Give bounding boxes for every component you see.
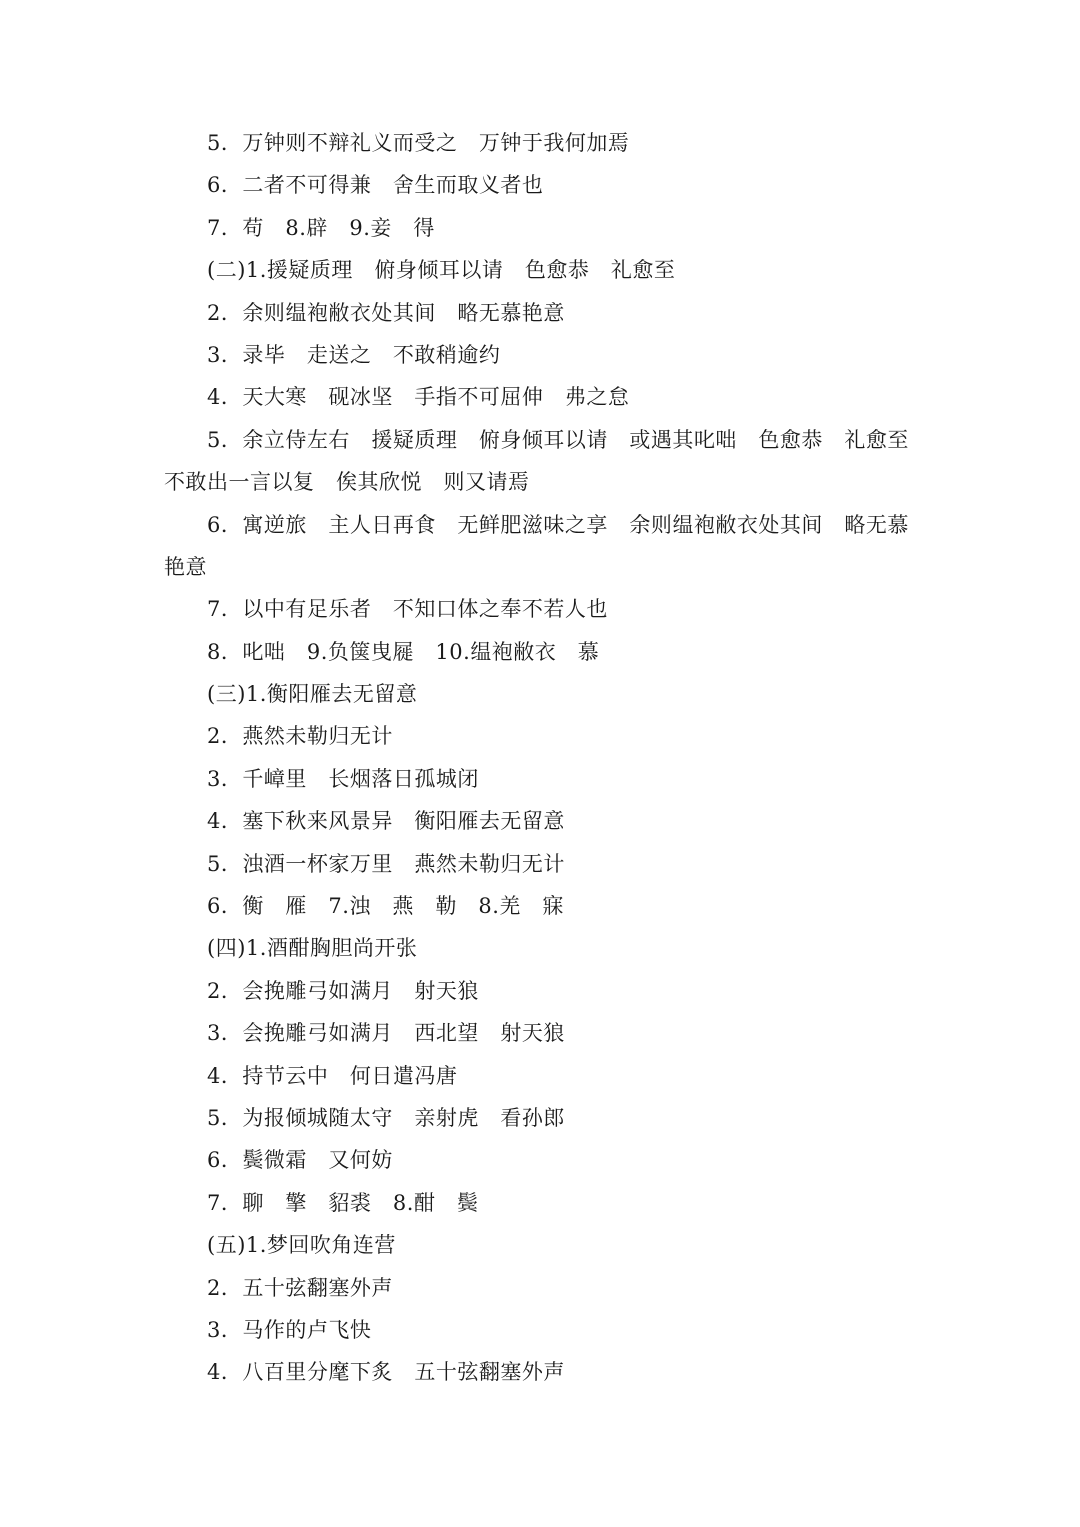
- answer-line: 3．千嶂里 长烟落日孤城闭: [207, 766, 479, 791]
- answer-line: 2．五十弦翻塞外声: [207, 1275, 393, 1300]
- answer-line: 4．八百里分麾下炙 五十弦翻塞外声: [207, 1360, 565, 1385]
- answer-line: 2．会挽雕弓如满月 射天狼: [207, 978, 479, 1003]
- answer-line: 5．余立侍左右 援疑质理 俯身倾耳以请 或遇其叱咄 色愈恭 礼愈至: [207, 427, 909, 452]
- answer-line: 3．会挽雕弓如满月 西北望 射天狼: [207, 1021, 565, 1046]
- answer-line: 4．持节云中 何日遣冯唐: [207, 1063, 458, 1088]
- answer-line-continuation: 不敢出一言以复 俟其欣悦 则又请焉: [164, 470, 530, 495]
- answer-page: [0, 122, 1080, 1394]
- answer-line: 2．余则缊袍敝衣处其间 略无慕艳意: [207, 300, 565, 325]
- answer-line: 7．苟 8.辟 9.妾 得: [207, 215, 435, 240]
- section-heading-line: (四)1.酒酣胸胆尚开张: [207, 936, 418, 961]
- answer-line: 8．叱咄 9.负箧曳屣 10.缊袍敝衣 慕: [207, 639, 600, 664]
- section-heading-line: (二)1.援疑质理 俯身倾耳以请 色愈恭 礼愈至: [207, 258, 676, 283]
- answer-line: 6．寓逆旅 主人日再食 无鲜肥滋味之享 余则缊袍敝衣处其间 略无慕: [207, 512, 909, 537]
- section-heading-line: (五)1.梦回吹角连营: [207, 1233, 396, 1258]
- answer-line: 7．以中有足乐者 不知口体之奉不若人也: [207, 597, 608, 622]
- answer-line: 6．二者不可得兼 舍生而取义者也: [207, 173, 544, 198]
- answer-line: 6．鬓微霜 又何妨: [207, 1148, 393, 1173]
- answer-line: 4．天大寒 砚冰坚 手指不可屈伸 弗之怠: [207, 385, 630, 410]
- answer-line: 3．录毕 走送之 不敢稍逾约: [207, 342, 501, 367]
- section-heading-line: (三)1.衡阳雁去无留意: [207, 682, 418, 707]
- answer-line: 2．燕然未勒归无计: [207, 724, 393, 749]
- answer-line: 5．万钟则不辩礼义而受之 万钟于我何加焉: [207, 131, 630, 155]
- answer-line: 5．浊酒一杯家万里 燕然未勒归无计: [207, 851, 565, 876]
- answer-line: 3．马作的卢飞快: [207, 1317, 372, 1342]
- answer-line-continuation: 艳意: [164, 554, 207, 579]
- answer-line: 4．塞下秋来风景异 衡阳雁去无留意: [207, 809, 565, 834]
- answer-line: 7．聊 擎 貂裘 8.酣 鬓: [207, 1190, 479, 1215]
- answer-line: 6．衡 雁 7.浊 燕 勒 8.羌 寐: [207, 894, 564, 919]
- answer-line: 5．为报倾城随太守 亲射虎 看孙郎: [207, 1105, 565, 1130]
